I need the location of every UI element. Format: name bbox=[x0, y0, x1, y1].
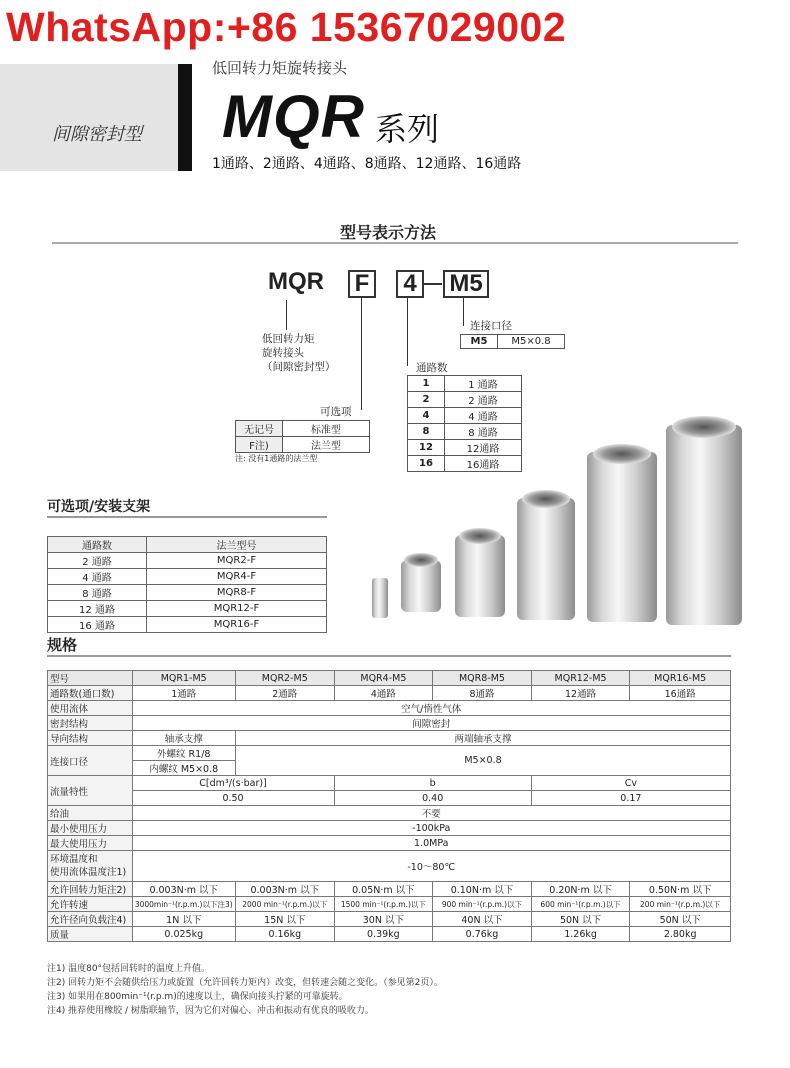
spec-row-conn-1: 连接口径 外螺纹 R1/8 M5×0.8 bbox=[48, 746, 731, 761]
options-divider bbox=[47, 516, 327, 518]
table-row: 2 通路 MQR2-F bbox=[48, 553, 327, 569]
spec-row-guide: 导向结构 轴承支撑 两端轴承支撑 bbox=[48, 731, 731, 746]
cylinder-8 bbox=[587, 452, 657, 622]
spec-row-temp: 环境温度和 使用流体温度注1) -10～80℃ bbox=[48, 851, 731, 882]
spec-row-flow-head: 流量特性 C[dm³/(s·bar)] b Cv bbox=[48, 776, 731, 791]
ordering-title: 型号表示方法 bbox=[340, 223, 437, 242]
series-label: 系列 bbox=[375, 110, 440, 148]
conn-table: M5 M5×0.8 bbox=[460, 334, 565, 349]
option-note: 注: 没有1通路的法兰型 bbox=[235, 454, 318, 463]
spec-title: 规格 bbox=[47, 636, 78, 654]
spec-row-seal: 密封结构 间隙密封 bbox=[48, 716, 731, 731]
spec-table bbox=[47, 670, 731, 942]
spec-note-4: 注4) 推荐使用橡胶 / 树脂联轴节，因为它们对偏心、冲击和振动有优良的吸收力。 bbox=[47, 1006, 374, 1016]
option-label: 可选项 bbox=[320, 406, 352, 418]
options-table bbox=[47, 536, 327, 633]
cylinder-1 bbox=[401, 560, 441, 612]
code-ports-box: 4 bbox=[396, 270, 424, 298]
spec-row-lube: 给油 不要 bbox=[48, 806, 731, 821]
code-m5-box: M5 bbox=[443, 270, 489, 298]
header-black-bar bbox=[178, 64, 192, 171]
cap-4 bbox=[522, 490, 570, 508]
spec-note-3: 注3) 如果用在800min⁻¹(r.p.m)的速度以上，确保向接头拧紧的可靠旋转。 bbox=[47, 992, 348, 1002]
spec-row-mass: 质量 0.025kg 0.16kg 0.39kg 0.76kg 1.26kg 2.80kg bbox=[48, 927, 731, 942]
conn-label: 连接口径 bbox=[470, 320, 512, 332]
cylinder-16 bbox=[666, 425, 742, 625]
line-ports bbox=[407, 298, 408, 366]
options-header-row: 通路数 法兰型号 bbox=[48, 537, 327, 553]
option-code-table: 无记号 标准型 F注) 法兰型 bbox=[235, 420, 370, 453]
table-row: 16 通路 MQR16-F bbox=[48, 617, 327, 633]
code-mqr: MQR bbox=[268, 268, 324, 295]
spec-row-min-pressure: 最小使用压力 -100kPa bbox=[48, 821, 731, 836]
mqr-description: 低回转力矩 旋转接头 （间隙密封型） bbox=[262, 333, 336, 373]
line-m5 bbox=[463, 298, 464, 326]
whatsapp-watermark: WhatsApp:+86 15367029002 bbox=[6, 4, 567, 50]
spec-row-max-pressure: 最大使用压力 1.0MPa bbox=[48, 836, 731, 851]
options-title: 可选项/安装支架 bbox=[47, 499, 151, 515]
spec-row-load: 允许径向负载注4) 1N 以下 15N 以下 30N 以下 40N 以下 50N 以下 50N 以下 bbox=[48, 912, 731, 927]
table-row: 12 通路 MQR12-F bbox=[48, 601, 327, 617]
line-mqr bbox=[286, 300, 287, 330]
cap-1 bbox=[404, 553, 438, 567]
header-gray-box bbox=[0, 64, 178, 171]
cylinder-2 bbox=[455, 535, 505, 617]
spec-row-fluid: 使用流体 空气/惰性气体 bbox=[48, 701, 731, 716]
seal-type-label: 间隙密封型 bbox=[52, 124, 142, 145]
ordering-divider bbox=[52, 242, 738, 244]
spec-row-flow-values: 0.50 0.40 0.17 bbox=[48, 791, 731, 806]
ports-summary: 1通路、2通路、4通路、8通路、12通路、16通路 bbox=[212, 156, 522, 172]
line-f bbox=[361, 298, 362, 410]
model-title: MQR bbox=[222, 83, 365, 150]
fitting-1 bbox=[372, 578, 388, 618]
code-dash bbox=[422, 283, 442, 285]
cap-2 bbox=[459, 528, 501, 544]
spec-row-torque: 允许回转力矩注2) 0.003N·m 以下 0.003N·m 以下 0.05N·m 以下 0.10N·m 以下 0.20N·m 以下 0.50N·m 以下 bbox=[48, 882, 731, 897]
spec-row-ports: 通路数(通口数) 1通路 2通路 4通路 8通路 12通路 16通路 bbox=[48, 686, 731, 701]
spec-divider bbox=[47, 655, 731, 657]
header-subtitle: 低回转力矩旋转接头 bbox=[212, 59, 348, 77]
cap-16 bbox=[672, 416, 736, 438]
spec-header-row: 型号 MQR1-M5 MQR2-M5 MQR4-M5 MQR8-M5 MQR12-M5 MQR16-M5 bbox=[48, 671, 731, 686]
code-f-box: F bbox=[348, 270, 376, 298]
ports-label: 通路数 bbox=[416, 362, 448, 374]
spec-row-speed: 允许转速 3000min⁻¹(r.p.m.)以下注3) 2000 min⁻¹(r.p.m.)以下 1500 min⁻¹(r.p.m.)以下 900 min⁻¹(r.p.m.)以下 600 min⁻¹(r.p.m.)以下 200 min⁻¹(r.p.m.)以下 bbox=[48, 897, 731, 912]
table-row: 8 通路 MQR8-F bbox=[48, 585, 327, 601]
cylinder-4 bbox=[517, 498, 575, 620]
spec-note-2: 注2) 回转力矩不会随供给压力或旋置（允许回转力矩内）改变，但转速会随之变化。（参见第2页）。 bbox=[47, 978, 443, 988]
cap-8 bbox=[593, 444, 651, 464]
spec-row-conn-2: 内螺纹 M5×0.8 bbox=[48, 761, 731, 776]
table-row: 4 通路 MQR4-F bbox=[48, 569, 327, 585]
ports-table: 1 1 通路 2 2 通路 4 4 通路 8 8 通路 12 12通路 16 16通路 bbox=[407, 375, 522, 472]
spec-note-1: 注1) 温度80°包括回转时的温度上升值。 bbox=[47, 964, 211, 974]
